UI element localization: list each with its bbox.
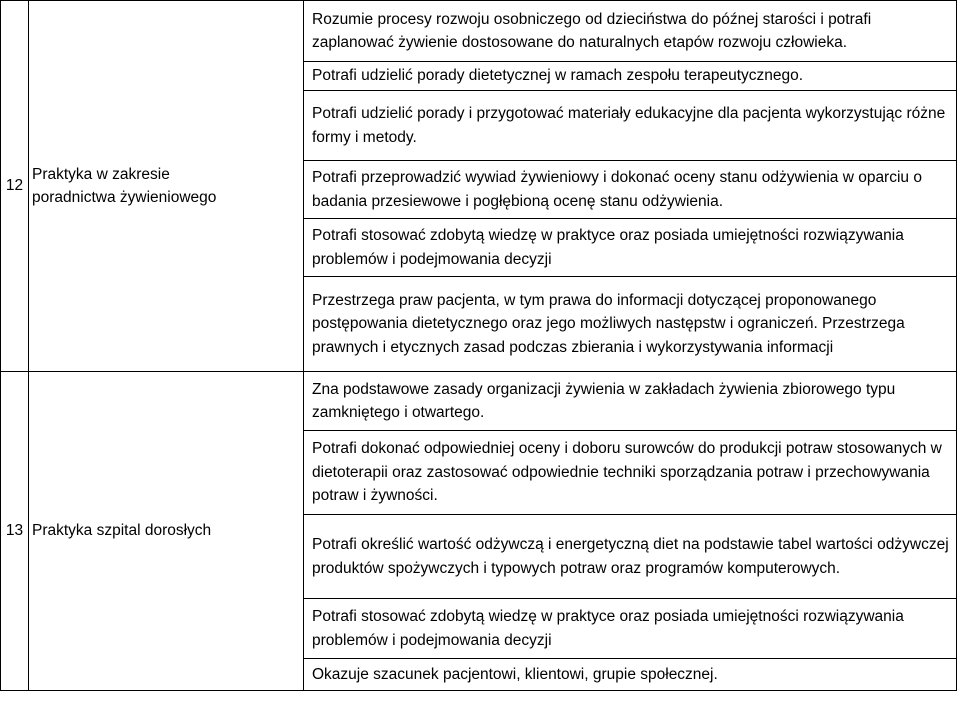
learning-effect: Rozumie procesy rozwoju osobniczego od dzieciństwa do późnej starości i potrafi zaplanować żywienie dostosowane do naturalnych etapów rozwoju człowieka.	[304, 1, 957, 62]
learning-effect: Potrafi udzielić porady dietetycznej w ramach zespołu terapeutycznego.	[304, 62, 957, 91]
row-number-12: 12	[1, 1, 29, 372]
learning-effect: Potrafi dokonać odpowiedniej oceny i doboru surowców do produkcji potraw stosowanych w dietoterapii oraz zastosować odpowiednie techniki sporządzania potraw i przechowywania potraw i żywności.	[304, 431, 957, 515]
learning-effect: Potrafi stosować zdobytą wiedzę w praktyce oraz posiada umiejętności rozwiązywania problemów i podejmowania decyzji	[304, 599, 957, 659]
learning-effect: Okazuje szacunek pacjentowi, klientowi, grupie społecznej.	[304, 659, 957, 691]
learning-effect: Potrafi określić wartość odżywczą i energetyczną diet na podstawie tabel wartości odżywczej produktów spożywczych i typowych potraw oraz programów komputerowych.	[304, 515, 957, 599]
learning-effect: Potrafi stosować zdobytą wiedzę w praktyce oraz posiada umiejętności rozwiązywania problemów i podejmowania decyzji	[304, 219, 957, 277]
table-row	[1, 1, 957, 62]
learning-effect: Potrafi przeprowadzić wywiad żywieniowy i dokonać oceny stanu odżywienia w oparciu o badania przesiewowe i pogłębioną ocenę stanu odżywienia.	[304, 161, 957, 219]
course-name-line: poradnictwa żywieniowego	[32, 189, 217, 206]
course-name-12	[29, 1, 304, 372]
course-name-13: Praktyka szpital dorosłych	[29, 372, 304, 691]
learning-effect: Zna podstawowe zasady organizacji żywienia w zakładach żywienia zbiorowego typu zamkniętego i otwartego.	[304, 372, 957, 431]
learning-effect: Przestrzega praw pacjenta, w tym prawa do informacji dotyczącej proponowanego postępowania dietetycznego oraz jego możliwych następstw i ograniczeń. Przestrzega prawnych i etycznych zasad podczas zbierania i wykorzystywania informacji	[304, 277, 957, 372]
learning-effect: Potrafi udzielić porady i przygotować materiały edukacyjne dla pacjenta wykorzystując różne formy i metody.	[304, 91, 957, 161]
course-name-line: Praktyka w zakresie	[32, 165, 170, 183]
row-number-13: 13	[1, 372, 29, 691]
table-row	[1, 372, 957, 431]
